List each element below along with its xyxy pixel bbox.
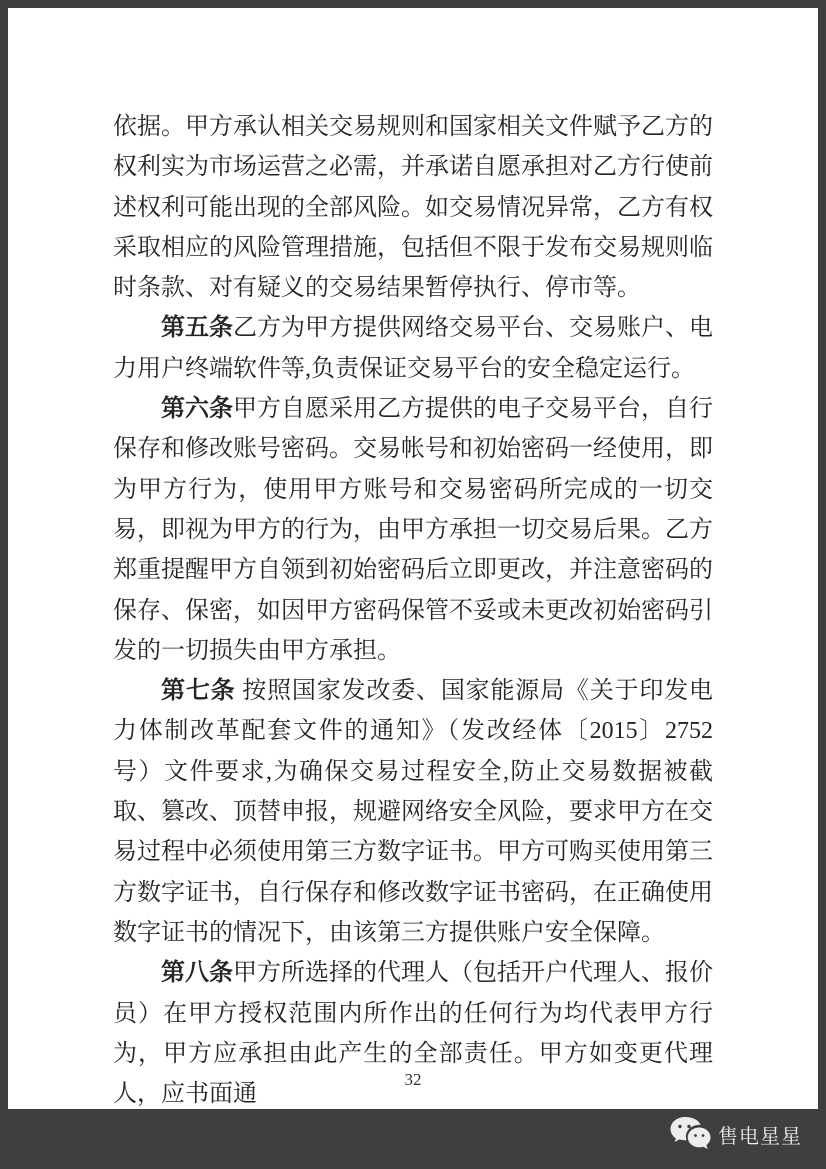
clause-heading: 第五条 xyxy=(161,315,233,342)
wechat-logo-icon xyxy=(669,1116,711,1152)
watermark xyxy=(669,1116,802,1152)
paragraph-clause-8 xyxy=(113,953,713,1114)
page-number: 32 xyxy=(404,1070,422,1089)
paragraph-clause-7 xyxy=(113,671,713,953)
clause-heading: 第七条 xyxy=(161,678,236,705)
paragraph xyxy=(113,107,713,308)
paragraph-text: 乙方为甲方提供网络交易平台、交易账户、电力用户终端软件等,负责保证交易平台的安全稳定运行。 xyxy=(113,315,713,382)
paragraph-clause-6 xyxy=(113,389,713,671)
clause-heading: 第八条 xyxy=(161,960,233,987)
paragraph-text: 甲方自愿采用乙方提供的电子交易平台，自行保存和修改账号密码。交易帐号和初始密码一经使用，即为甲方行为，使用甲方账号和交易密码所完成的一切交易，即视为甲方的行为，由甲方承担一切交易后果。乙方郑重提醒甲方自领到初始密码后立即更改，并注意密码的保存、保密，如因甲方密码保管不妥或未更改初始密码引发的一切损失由甲方承担。 xyxy=(113,396,713,664)
watermark-label: 售电星星 xyxy=(718,1125,802,1148)
paragraph-clause-5 xyxy=(113,308,713,389)
paragraph-text: 按照国家发改委、国家能源局《关于印发电力体制改革配套文件的通知》（发改经体〔2015〕2752 号）文件要求,为确保交易过程安全,防止交易数据被截取、篡改、顶替申报，规避网络安全风险，要求甲方在交易过程中必须使用第三方数字证书。甲方可购买使用第三方数字证书，自行保存和修改数字证书密码，在正确使用数字证书的情况下，由该第三方提供账户安全保障。 xyxy=(113,678,714,946)
paragraph-text: 依据。甲方承认相关交易规则和国家相关文件赋予乙方的权利实为市场运营之必需，并承诺自愿承担对乙方行使前述权利可能出现的全部风险。如交易情况异常，乙方有权采取相应的风险管理措施，包括但不限于发布交易规则临时条款、对有疑义的交易结果暂停执行、停市等。 xyxy=(113,114,713,302)
clause-heading: 第六条 xyxy=(161,396,233,423)
contract-body xyxy=(113,107,713,1114)
page-sheet xyxy=(8,8,818,1109)
paragraph-text: 甲方所选择的代理人（包括开户代理人、报价员）在甲方授权范围内所作出的任何行为均代表甲方行为，甲方应承担由此产生的全部责任。甲方如变更代理人，应书面通 xyxy=(113,960,713,1108)
